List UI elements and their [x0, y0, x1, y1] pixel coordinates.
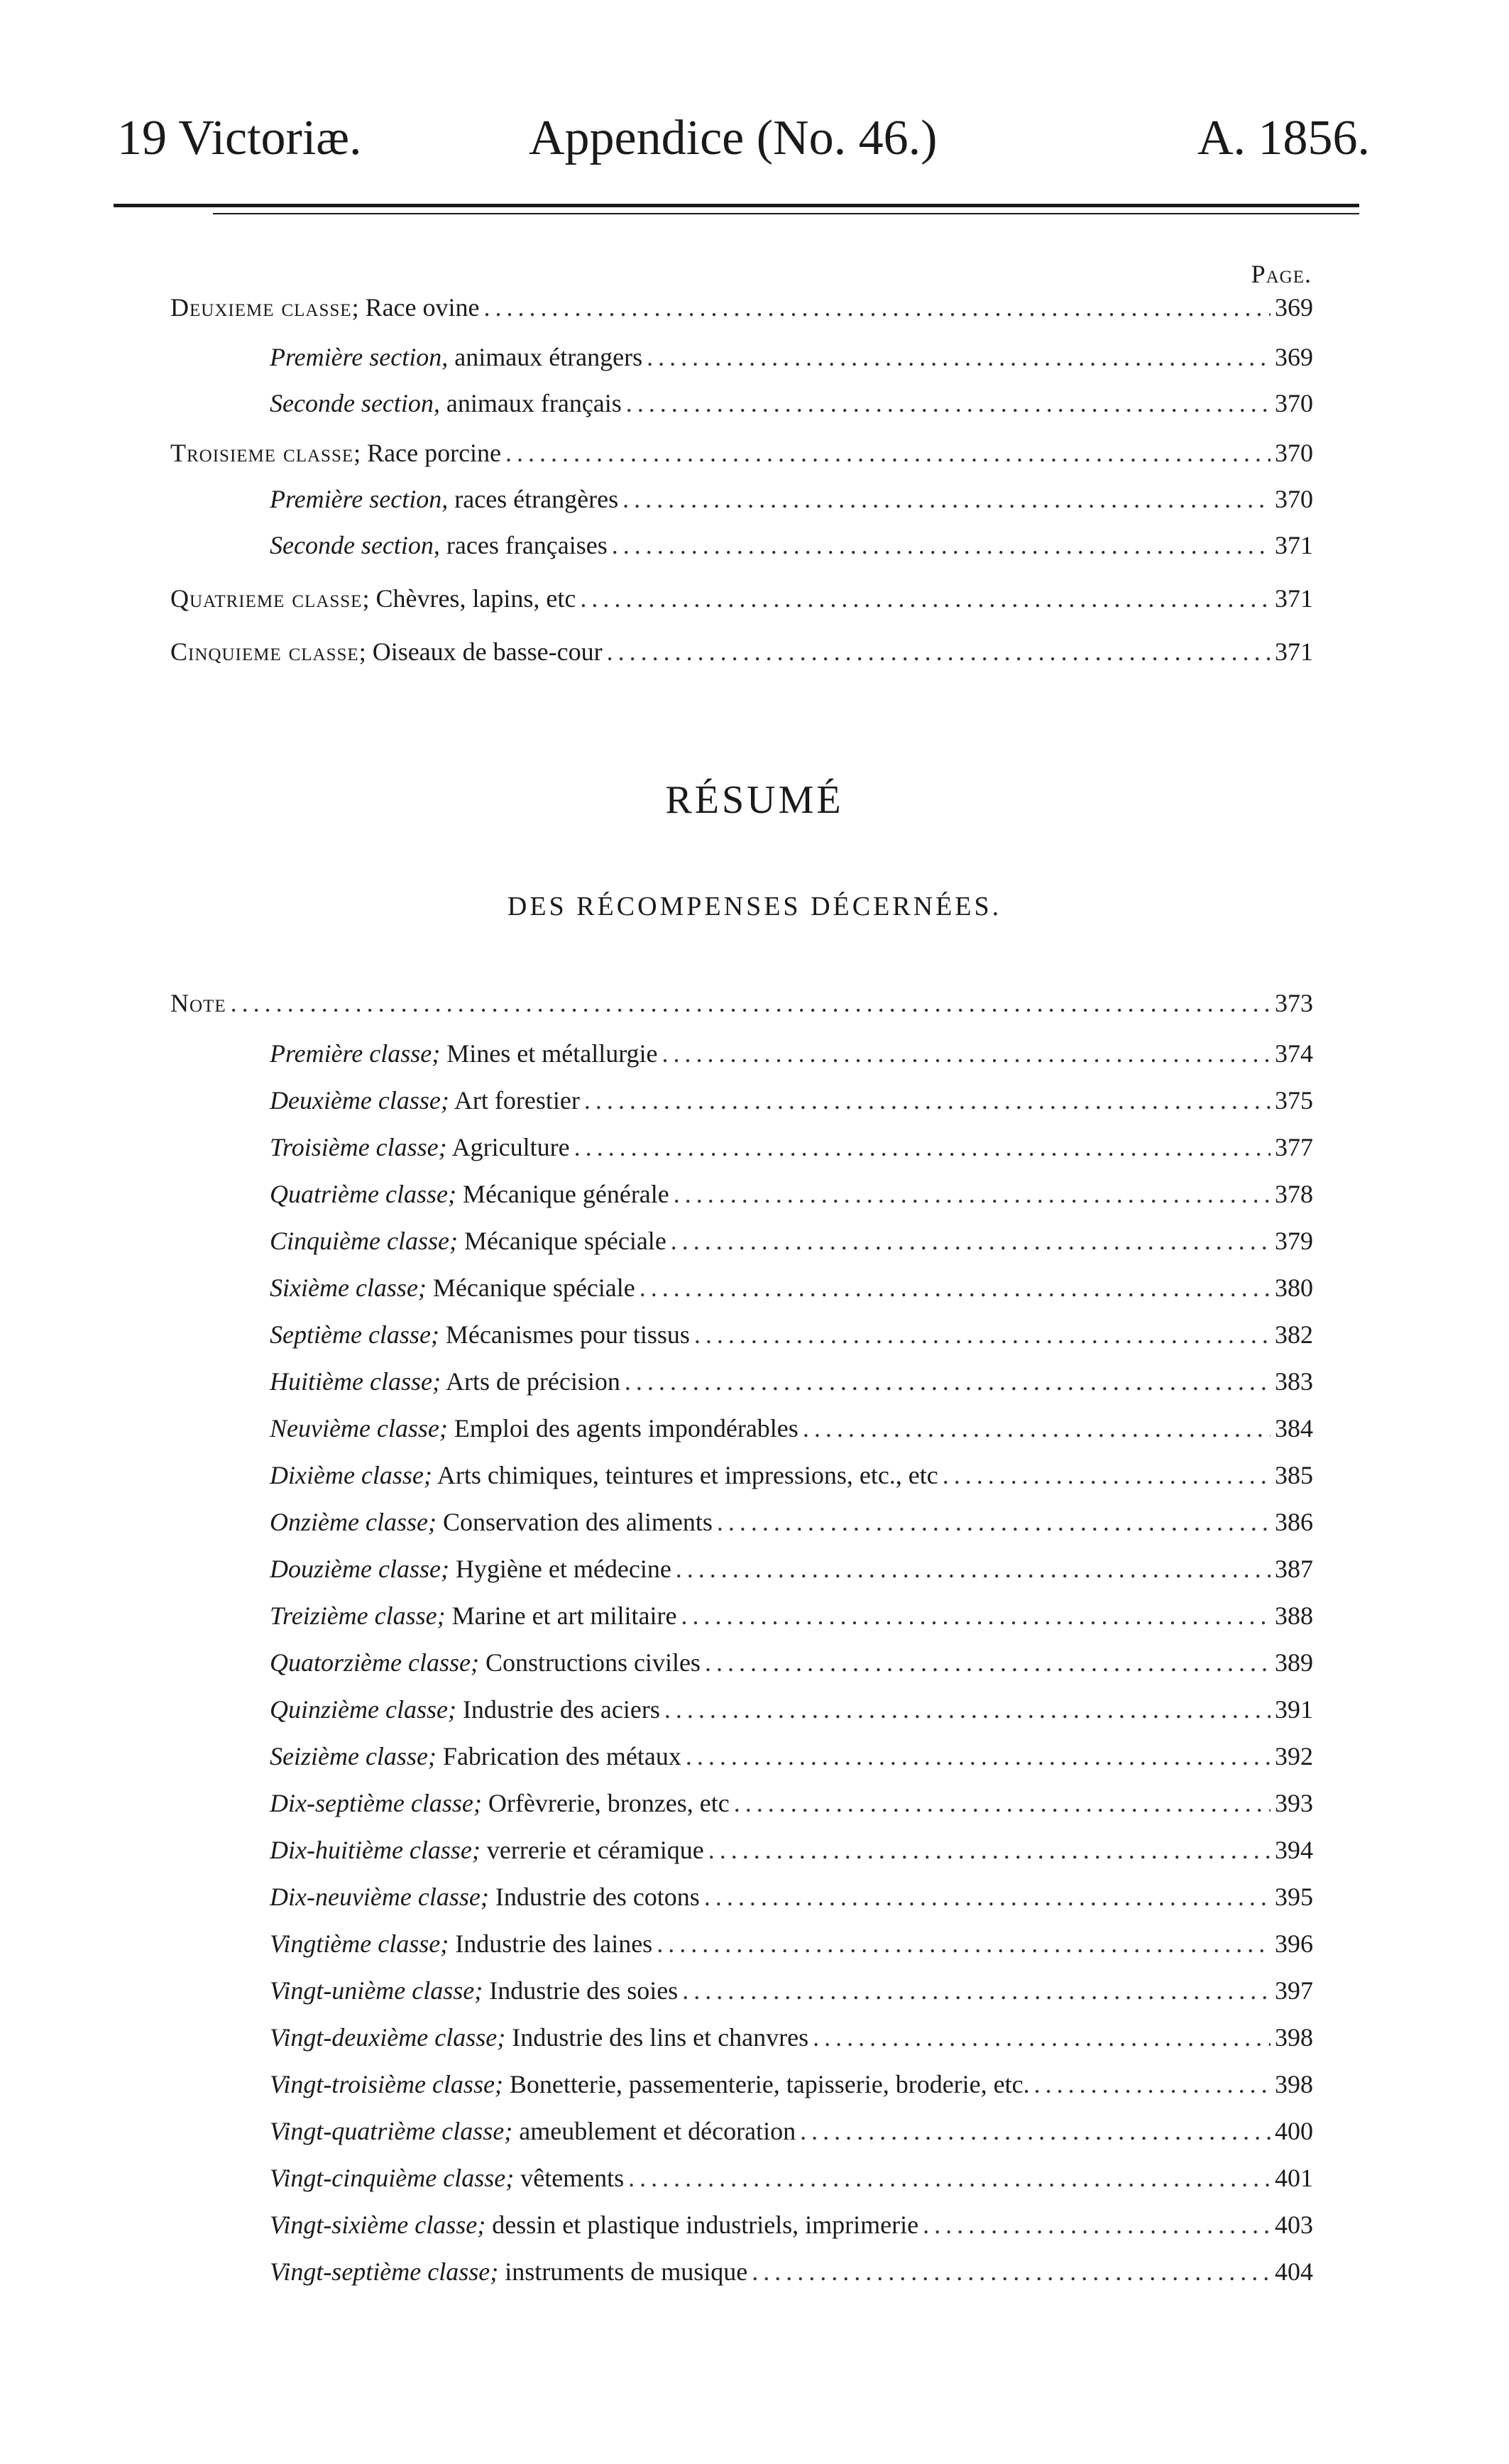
toc-page-number: 370: [1275, 485, 1313, 513]
toc-class-name: Dixième classe;: [270, 1461, 432, 1489]
toc-class-name: Quinzième classe;: [270, 1695, 456, 1724]
summary-subtitle: DES RÉCOMPENSES DÉCERNÉES.: [507, 892, 1002, 921]
dot-leader: [505, 433, 1271, 473]
toc-entry-label: [270, 1221, 666, 1261]
toc-class-name: Douzième classe;: [270, 1555, 449, 1583]
dot-leader: [580, 579, 1271, 618]
dot-leader: [626, 383, 1271, 423]
toc-page-number: 386: [1275, 1508, 1313, 1536]
dot-leader: [705, 1643, 1271, 1682]
toc-page-number: 395: [1275, 1883, 1313, 1911]
toc-entry: [170, 288, 1313, 327]
toc-entry-label: [270, 2064, 1030, 2104]
toc-entry: [270, 1549, 1313, 1589]
summary-title: RÉSUMÉ: [665, 778, 844, 822]
dot-leader: [671, 1221, 1271, 1261]
toc-subject: ; Race ovine: [351, 293, 480, 322]
toc-entry-label: [170, 579, 576, 618]
toc-entry: [270, 383, 1313, 423]
toc-entry-label: [270, 1971, 678, 2010]
toc-page-number: 370: [1275, 389, 1313, 417]
toc-subject: races étrangères: [448, 485, 619, 513]
toc-entry-label: [270, 1877, 700, 1917]
toc-page-number: 388: [1275, 1601, 1313, 1630]
toc-entry-label: [270, 1455, 938, 1495]
toc-subject: Industrie des soies: [483, 1976, 679, 2005]
header-rule-thin: [213, 213, 1359, 214]
toc-subject: Arts chimiques, teintures et impressions, etc., etc: [432, 1461, 938, 1489]
dot-leader: [612, 525, 1271, 565]
dot-leader: [704, 1877, 1271, 1917]
dot-leader: [584, 1080, 1271, 1120]
toc-subject: Conservation des aliments: [436, 1508, 713, 1536]
toc-page-number: 375: [1275, 1086, 1313, 1115]
toc-class-name: Vingt-unième classe;: [270, 1976, 483, 2005]
toc-page-number: 385: [1275, 1461, 1313, 1489]
toc-entry-label: [270, 479, 618, 519]
dot-leader: [686, 1736, 1271, 1776]
toc-subject: Art forestier: [449, 1086, 580, 1115]
toc-entry-label: [270, 1643, 701, 1682]
toc-class-name: Deuxieme classe: [170, 293, 352, 322]
toc-entry: [270, 525, 1313, 565]
toc-entry-label: [270, 1783, 730, 1823]
toc-subject: Hygiène et médecine: [449, 1555, 671, 1583]
toc-entry-label: [270, 1080, 580, 1120]
dot-leader: [813, 2017, 1271, 2057]
toc-entry: [270, 1830, 1313, 1870]
toc-entry: [270, 479, 1313, 519]
toc-page-number: 396: [1275, 1929, 1313, 1958]
dot-leader: [674, 1174, 1271, 1214]
dot-leader: [734, 1783, 1271, 1823]
toc-entry: [270, 1736, 1313, 1776]
toc-page-number: 370: [1275, 439, 1313, 467]
dot-leader: [664, 1690, 1271, 1729]
toc-class-name: Septième classe;: [270, 1320, 439, 1349]
toc-page-number: 371: [1275, 584, 1313, 613]
toc-entry-label: [270, 1315, 690, 1354]
toc-subject: Emploi des agents impondérables: [447, 1414, 799, 1442]
toc-subject: Arts de précision: [440, 1367, 620, 1396]
toc-class-name: Note: [170, 989, 226, 1017]
toc-subject: ; Oiseaux de basse-cour: [358, 637, 603, 666]
toc-entry: [270, 1080, 1313, 1120]
header-appendix: Appendice (No. 46.): [529, 111, 938, 165]
dot-leader: [800, 2111, 1271, 2151]
toc-entry: [270, 2017, 1313, 2057]
toc-entry: [270, 1924, 1313, 1964]
toc-page-number: 389: [1275, 1648, 1313, 1677]
toc-page-number: 369: [1275, 293, 1313, 322]
toc-entry-label: [270, 337, 642, 377]
toc-entry: [170, 632, 1313, 672]
toc-class-name: Première section,: [270, 343, 449, 371]
toc-page-number: 373: [1275, 989, 1313, 1017]
toc-page-number: 380: [1275, 1274, 1313, 1302]
toc-page-number: 392: [1275, 1742, 1313, 1770]
toc-page-number: 404: [1275, 2257, 1313, 2286]
dot-leader: [676, 1549, 1271, 1589]
toc-class-name: Première section,: [270, 485, 449, 513]
dot-leader: [574, 1127, 1271, 1167]
toc-entry-label: [270, 1362, 620, 1401]
toc-subject: ameublement et décoration: [512, 2117, 796, 2145]
toc-subject: Orfèvrerie, bronzes, etc: [481, 1789, 730, 1817]
toc-subject: Industrie des laines: [449, 1929, 653, 1958]
toc-class-name: Troisieme classe: [170, 439, 354, 467]
toc-entry-label: [270, 383, 622, 423]
toc-subject: Bonetterie, passementerie, tapisserie, broderie, etc.: [503, 2070, 1030, 2098]
toc-entry-label: [270, 1690, 660, 1729]
dot-leader: [803, 1408, 1271, 1448]
toc-page-number: 369: [1275, 343, 1313, 371]
toc-class-name: Quatorzième classe;: [270, 1648, 479, 1677]
toc-subject: Agriculture: [446, 1133, 570, 1161]
toc-subject: Mines et métallurgie: [440, 1039, 658, 1068]
toc-page-number: 379: [1275, 1227, 1313, 1255]
toc-entry: [270, 2064, 1313, 2104]
toc-entry: [170, 579, 1313, 618]
toc-class-name: Vingt-deuxième classe;: [270, 2023, 506, 2052]
dot-leader: [625, 1362, 1271, 1401]
toc-entry-label: [270, 1924, 652, 1964]
toc-class-name: Vingt-quatrième classe;: [270, 2117, 513, 2145]
toc-entry-label: [170, 983, 226, 1023]
toc-class-name: Neuvième classe;: [270, 1414, 448, 1442]
toc-entry-label: [270, 1127, 570, 1167]
toc-entry: [170, 433, 1313, 473]
toc-entry: [270, 1127, 1313, 1167]
toc-class-name: Dix-neuvième classe;: [270, 1883, 489, 1911]
toc-subject: animaux français: [439, 389, 622, 417]
toc-class-name: Dix-septième classe;: [270, 1789, 482, 1817]
toc-page-number: 384: [1275, 1414, 1313, 1442]
toc-page-number: 383: [1275, 1367, 1313, 1396]
dot-leader: [484, 288, 1271, 327]
toc-entry-label: [270, 1736, 681, 1776]
header-rule-thick: [114, 204, 1359, 207]
toc-entry: [270, 2158, 1313, 2198]
toc-entry-label: [270, 525, 608, 565]
toc-class-name: Première classe;: [270, 1039, 441, 1068]
toc-class-name: Seconde section,: [270, 531, 440, 559]
toc-entry: [270, 1783, 1313, 1823]
toc-subject: Constructions civiles: [478, 1648, 701, 1677]
toc-class-name: Dix-huitième classe;: [270, 1836, 481, 1864]
toc-entry: [270, 1034, 1313, 1073]
toc-entry: [270, 1362, 1313, 1401]
toc-page-number: 382: [1275, 1320, 1313, 1349]
dot-leader: [628, 2158, 1271, 2198]
toc-class-name: Vingt-septième classe;: [270, 2257, 499, 2286]
toc-entry-label: [270, 1549, 671, 1589]
toc-entry: [270, 2252, 1313, 2291]
dot-leader: [647, 337, 1271, 377]
toc-class-name: Vingtième classe;: [270, 1929, 449, 1958]
toc-class-name: Cinquieme classe: [170, 637, 359, 666]
dot-leader: [923, 2205, 1271, 2245]
toc-subject: instruments de musique: [498, 2257, 748, 2286]
toc-entry-label: [270, 2017, 808, 2057]
toc-entry: [270, 1596, 1313, 1636]
toc-entry: [270, 1315, 1313, 1354]
toc-subject: Industrie des lins et chanvres: [505, 2023, 809, 2052]
dot-leader: [657, 1924, 1271, 1964]
toc-subject: races françaises: [439, 531, 608, 559]
toc-page-number: 391: [1275, 1695, 1313, 1724]
toc-entry-label: [270, 1408, 799, 1448]
dot-leader: [622, 479, 1271, 519]
toc-class-name: Deuxième classe;: [270, 1086, 449, 1115]
toc-class-name: Seizième classe;: [270, 1742, 437, 1770]
toc-subject: ; Chèvres, lapins, etc: [362, 584, 576, 613]
toc-class-name: Vingt-cinquième classe;: [270, 2164, 515, 2192]
toc-class-name: Quatrième classe;: [270, 1180, 456, 1208]
toc-subject: Mécanique générale: [456, 1180, 669, 1208]
toc-subject: Marine et art militaire: [445, 1601, 677, 1630]
toc-entry-label: [270, 1596, 677, 1636]
toc-subject: vêtements: [514, 2164, 625, 2192]
dot-leader: [662, 1034, 1271, 1073]
toc-class-name: Vingt-sixième classe;: [270, 2211, 486, 2239]
toc-entry-label: [270, 1034, 658, 1073]
toc-subject: Industrie des cotons: [488, 1883, 700, 1911]
toc-page-number: 397: [1275, 1976, 1313, 2005]
toc-entry: [270, 1221, 1313, 1261]
toc-subject: Fabrication des métaux: [436, 1742, 681, 1770]
toc-class-name: Onzième classe;: [270, 1508, 437, 1536]
toc-entry: [270, 1643, 1313, 1682]
toc-entry: [270, 2205, 1313, 2245]
toc-subject: animaux étrangers: [448, 343, 643, 371]
toc-entry: [270, 1971, 1313, 2010]
toc-page-number: 393: [1275, 1789, 1313, 1817]
toc-entry-label: [170, 433, 501, 473]
header-regnal-year: 19 Victoriæ.: [117, 111, 362, 165]
toc-page-number: 403: [1275, 2211, 1313, 2239]
toc-page-number: 371: [1275, 531, 1313, 559]
dot-leader: [682, 1971, 1271, 2010]
toc-page-number: 374: [1275, 1039, 1313, 1068]
toc-subject: Industrie des aciers: [456, 1695, 660, 1724]
toc-entry-label: [170, 632, 603, 672]
toc-entry-label: [170, 288, 480, 327]
dot-leader: [708, 1830, 1271, 1870]
toc-class-name: Huitième classe;: [270, 1367, 441, 1396]
toc-entry-label: [270, 1830, 704, 1870]
header-year: A. 1856.: [1197, 111, 1370, 165]
toc-class-name: Cinquième classe;: [270, 1227, 458, 1255]
toc-entry: [270, 1268, 1313, 1308]
toc-subject: verrerie et céramique: [480, 1836, 704, 1864]
page-column-label: Page.: [1251, 260, 1312, 288]
toc-entry: [270, 1455, 1313, 1495]
dot-leader: [1034, 2064, 1271, 2104]
toc-class-name: Seconde section,: [270, 389, 440, 417]
dot-leader: [681, 1596, 1271, 1636]
toc-entry: [270, 1690, 1313, 1729]
toc-entry: [270, 1502, 1313, 1542]
toc-class-name: Treizième classe;: [270, 1601, 446, 1630]
dot-leader: [640, 1268, 1271, 1308]
toc-class-name: Vingt-troisième classe;: [270, 2070, 503, 2098]
toc-entry-label: [270, 2111, 796, 2151]
toc-entry: [270, 1877, 1313, 1917]
toc-page-number: 394: [1275, 1836, 1313, 1864]
toc-page-number: 378: [1275, 1180, 1313, 1208]
toc-entry-label: [270, 2158, 624, 2198]
toc-entry-label: [270, 2252, 747, 2291]
toc-class-name: Quatrieme classe: [170, 584, 363, 613]
toc-entry-label: [270, 2205, 918, 2245]
dot-leader: [943, 1455, 1271, 1495]
toc-page-number: 377: [1275, 1133, 1313, 1161]
dot-leader: [607, 632, 1271, 672]
toc-entry: [270, 337, 1313, 377]
toc-subject: Mécanique spéciale: [426, 1274, 635, 1302]
toc-subject: ; Race porcine: [353, 439, 502, 467]
toc-entry: [270, 1174, 1313, 1214]
toc-entry: [270, 2111, 1313, 2151]
toc-page-number: 400: [1275, 2117, 1313, 2145]
toc-entry: [270, 1408, 1313, 1448]
toc-subject: Mécanismes pour tissus: [439, 1320, 690, 1349]
running-header: [117, 106, 1370, 170]
toc-page-number: 398: [1275, 2070, 1313, 2098]
dot-leader: [752, 2252, 1271, 2291]
toc-entry: [170, 983, 1313, 1023]
toc-page-number: 371: [1275, 637, 1313, 666]
toc-page-number: 398: [1275, 2023, 1313, 2052]
dot-leader: [231, 983, 1271, 1023]
toc-entry-label: [270, 1174, 669, 1214]
toc-subject: Mécanique spéciale: [457, 1227, 666, 1255]
toc-page-number: 401: [1275, 2164, 1313, 2192]
toc-class-name: Sixième classe;: [270, 1274, 427, 1302]
toc-subject: dessin et plastique industriels, imprimerie: [485, 2211, 919, 2239]
dot-leader: [694, 1315, 1271, 1354]
dot-leader: [717, 1502, 1271, 1542]
toc-class-name: Troisième classe;: [270, 1133, 447, 1161]
toc-page-number: 387: [1275, 1555, 1313, 1583]
toc-entry-label: [270, 1268, 635, 1308]
toc-entry-label: [270, 1502, 713, 1542]
